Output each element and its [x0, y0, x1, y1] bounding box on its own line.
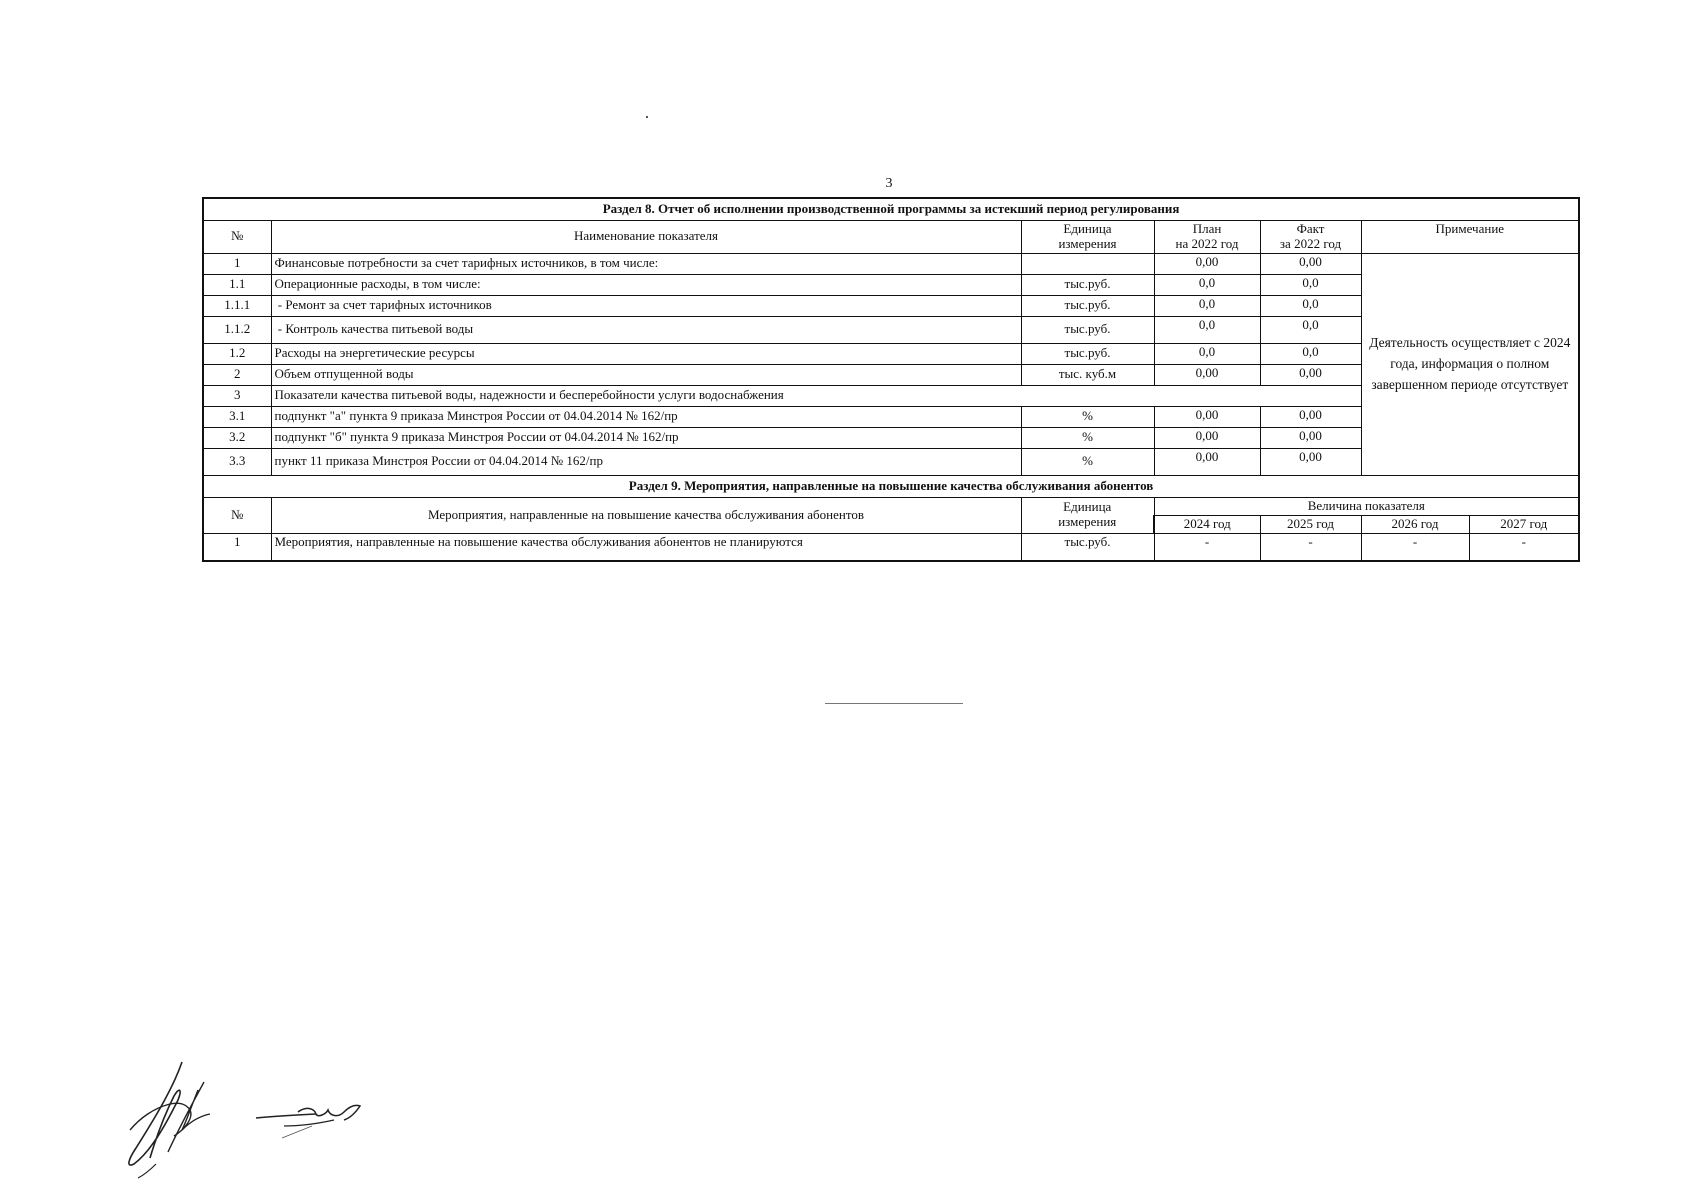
row-unit: тыс.руб.	[1021, 316, 1154, 343]
row-name: подпункт "а" пункта 9 приказа Минстроя России от 04.04.2014 № 162/пр	[271, 406, 1021, 427]
row-fact: 0,00	[1260, 448, 1361, 475]
row-plan: 0,0	[1154, 316, 1260, 343]
row-num: 1	[203, 533, 271, 561]
row-num: 3.2	[203, 427, 271, 448]
handwritten-signature	[120, 1060, 380, 1180]
s8-header-fact-line1: Факт	[1296, 221, 1325, 236]
separator-line	[825, 703, 963, 704]
row-plan: 0,00	[1154, 253, 1260, 274]
s8-header-name: Наименование показателя	[271, 221, 1021, 254]
row-plan: 0,00	[1154, 427, 1260, 448]
row-fact: 0,00	[1260, 427, 1361, 448]
row-unit	[1021, 253, 1154, 274]
s9-header-num: №	[203, 497, 271, 533]
row-fact: 0,0	[1260, 316, 1361, 343]
s8-header-plan-line2: на 2022 год	[1175, 235, 1239, 251]
row-name: Расходы на энергетические ресурсы	[271, 343, 1021, 364]
row-name: Показатели качества питьевой воды, надежности и бесперебойности услуги водоснабжения	[271, 385, 1361, 406]
row-name: - Ремонт за счет тарифных источников	[271, 295, 1021, 316]
row-plan: 0,00	[1154, 406, 1260, 427]
s8-header-note: Примечание	[1361, 221, 1579, 254]
row-num: 3	[203, 385, 271, 406]
page-number: 3	[885, 176, 893, 191]
s8-header-fact	[1260, 221, 1361, 254]
s9-header-2025: 2025 год	[1260, 515, 1361, 533]
row-unit: %	[1021, 448, 1154, 475]
row-name: пункт 11 приказа Минстроя России от 04.04.2014 № 162/пр	[271, 448, 1021, 475]
row-unit: тыс. куб.м	[1021, 364, 1154, 385]
row-num: 1.2	[203, 343, 271, 364]
row-unit: %	[1021, 406, 1154, 427]
s8-header-unit	[1021, 221, 1154, 254]
row-fact: 0,00	[1260, 364, 1361, 385]
row-plan: 0,00	[1154, 364, 1260, 385]
row-num: 1	[203, 253, 271, 274]
report-table	[202, 197, 1580, 562]
row-2026: -	[1361, 533, 1469, 561]
s8-header-fact-line2: за 2022 год	[1279, 235, 1342, 251]
row-unit: тыс.руб.	[1021, 295, 1154, 316]
row-unit: тыс.руб.	[1021, 274, 1154, 295]
scan-speck	[646, 116, 648, 118]
row-fact: 0,0	[1260, 274, 1361, 295]
row-name: Мероприятия, направленные на повышение качества обслуживания абонентов не планируются	[271, 533, 1021, 561]
s9-header-2024: 2024 год	[1154, 515, 1260, 533]
s8-note-text: Деятельность осуществляет с 2024 года, информация о полном завершенном периоде отсутствует	[1361, 253, 1579, 475]
s8-header-plan-line1: План	[1192, 221, 1222, 236]
s8-header-plan	[1154, 221, 1260, 254]
row-name: Операционные расходы, в том числе:	[271, 274, 1021, 295]
row-num: 2	[203, 364, 271, 385]
row-plan: 0,0	[1154, 295, 1260, 316]
s8-header-unit-line1: Единица	[1063, 221, 1112, 236]
s9-header-unit	[1021, 497, 1154, 533]
s9-header-unit-line1: Единица	[1063, 499, 1112, 515]
s9-header-name: Мероприятия, направленные на повышение качества обслуживания абонентов	[271, 497, 1021, 533]
row-unit: %	[1021, 427, 1154, 448]
s8-header-num: №	[203, 221, 271, 254]
table-row	[203, 533, 1579, 561]
row-2024: -	[1154, 533, 1260, 561]
table-row	[203, 253, 1579, 274]
row-2025: -	[1260, 533, 1361, 561]
row-num: 1.1	[203, 274, 271, 295]
section8-title: Раздел 8. Отчет об исполнении производственной программы за истекший период регулирования	[203, 198, 1579, 221]
row-fact: 0,00	[1260, 253, 1361, 274]
row-unit: тыс.руб.	[1021, 533, 1154, 561]
row-2027: -	[1469, 533, 1579, 561]
row-plan: 0,00	[1154, 448, 1260, 475]
row-fact: 0,0	[1260, 295, 1361, 316]
s9-header-2026: 2026 год	[1361, 515, 1469, 533]
s9-header-unit-line2: измерения	[1058, 514, 1117, 530]
row-num: 1.1.2	[203, 316, 271, 343]
row-name: подпункт "б" пункта 9 приказа Минстроя России от 04.04.2014 № 162/пр	[271, 427, 1021, 448]
row-unit: тыс.руб.	[1021, 343, 1154, 364]
row-num: 1.1.1	[203, 295, 271, 316]
section9-title: Раздел 9. Мероприятия, направленные на повышение качества обслуживания абонентов	[203, 475, 1579, 497]
row-num: 3.3	[203, 448, 271, 475]
row-fact: 0,00	[1260, 406, 1361, 427]
s9-header-value: Величина показателя	[1154, 497, 1579, 515]
row-num: 3.1	[203, 406, 271, 427]
row-plan: 0,0	[1154, 274, 1260, 295]
s9-header-2027: 2027 год	[1469, 515, 1579, 533]
s8-header-unit-line2: измерения	[1058, 235, 1117, 251]
row-plan: 0,0	[1154, 343, 1260, 364]
row-fact: 0,0	[1260, 343, 1361, 364]
row-name: Объем отпущенной воды	[271, 364, 1021, 385]
row-name: - Контроль качества питьевой воды	[271, 316, 1021, 343]
row-name: Финансовые потребности за счет тарифных источников, в том числе:	[271, 253, 1021, 274]
